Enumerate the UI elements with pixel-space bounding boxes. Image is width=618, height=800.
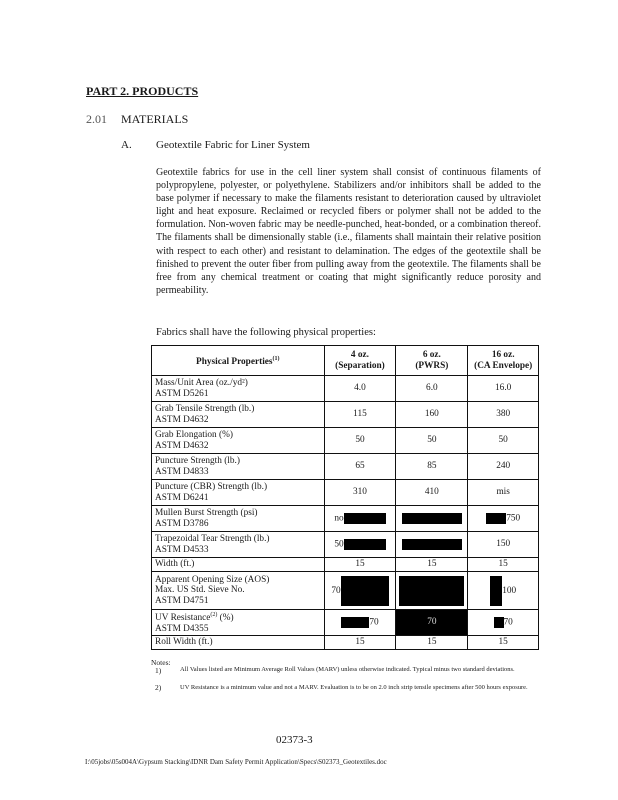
redaction-block — [399, 576, 464, 606]
header-property-label: Physical Properties — [196, 356, 273, 367]
property-label: Width (ft.) — [155, 559, 195, 570]
value-16oz — [468, 610, 539, 636]
property-label: Grab Tensile Strength (lb.) — [155, 404, 255, 414]
value-text: 100 — [502, 585, 517, 596]
property-cell — [152, 506, 325, 532]
value-6oz: 160 — [396, 402, 468, 428]
value-4oz — [324, 506, 396, 532]
value-6oz — [396, 610, 468, 636]
header-property — [152, 346, 325, 376]
value-6oz: 15 — [396, 636, 468, 650]
property-cell — [152, 428, 325, 454]
table-row — [152, 506, 539, 532]
value-6oz — [396, 506, 468, 532]
table-row — [152, 636, 539, 650]
value-16oz: 150 — [468, 532, 539, 558]
value-4oz: 50 — [324, 428, 396, 454]
physical-properties-table — [151, 345, 539, 650]
table-row — [152, 558, 539, 572]
table-row — [152, 610, 539, 636]
value-4oz — [324, 532, 396, 558]
part-heading: PART 2. PRODUCTS — [86, 84, 199, 98]
property-label: Grab Elongation (%) — [155, 430, 233, 440]
property-cell — [152, 636, 325, 650]
property-cell — [152, 572, 325, 610]
value-text: no — [334, 513, 344, 524]
redaction-block — [486, 513, 506, 524]
notes-label: Notes: — [151, 658, 171, 667]
header-6oz — [396, 346, 468, 376]
page-number: 02373-3 — [276, 734, 313, 746]
value-4oz: 4.0 — [324, 376, 396, 402]
value-6oz — [396, 572, 468, 610]
value-text: 70 — [369, 617, 379, 628]
property-method: ASTM D4833 — [155, 466, 209, 477]
value-6oz — [396, 532, 468, 558]
property-label: Puncture Strength (lb.) — [155, 456, 240, 466]
value-4oz — [324, 610, 396, 636]
value-6oz: 85 — [396, 454, 468, 480]
header-4oz-use: (Separation) — [335, 360, 385, 371]
property-label-unit: (%) — [217, 613, 234, 624]
redaction-block — [344, 513, 386, 524]
value-16oz: 16.0 — [468, 376, 539, 402]
table-row — [152, 376, 539, 402]
value-16oz — [468, 506, 539, 532]
file-path: I:\05jobs\05s004A\Gypsum Stacking\IDNR Dam Safety Permit Application\Specs\S02373_Geotextiles.doc — [85, 758, 387, 766]
value-16oz: 50 — [468, 428, 539, 454]
header-4oz-weight: 4 oz. — [350, 350, 369, 360]
table-row — [152, 532, 539, 558]
header-4oz — [324, 346, 396, 376]
value-text: 70 — [331, 585, 341, 596]
value-16oz: mis — [468, 480, 539, 506]
redaction-block — [494, 617, 504, 628]
property-label — [155, 610, 321, 624]
property-method: ASTM D3786 — [155, 518, 209, 529]
table-intro: Fabrics shall have the following physical properties: — [156, 327, 376, 338]
header-property-note: (1) — [272, 355, 280, 362]
item-letter: A. — [121, 139, 132, 151]
table-row — [152, 454, 539, 480]
property-label-line2: Max. US Std. Sieve No. — [155, 585, 245, 596]
table-row — [152, 402, 539, 428]
redaction-block — [490, 576, 502, 606]
property-cell — [152, 454, 325, 480]
redaction-block — [402, 513, 462, 524]
property-method: ASTM D4632 — [155, 414, 209, 425]
note-2-text: UV Resistance is a minimum value and not a MARV. Evaluation is to be on 2.0 inch strip tensile specimens after 500 hours exposure. — [180, 684, 528, 691]
value-4oz: 65 — [324, 454, 396, 480]
property-label: Puncture (CBR) Strength (lb.) — [155, 482, 268, 492]
value-text: 50 — [334, 539, 344, 550]
header-16oz-weight: 16 oz. — [491, 350, 515, 360]
section-title: MATERIALS — [121, 112, 189, 126]
property-note-mark: (2) — [210, 612, 218, 619]
note-1-mark: 1) — [155, 666, 162, 675]
property-cell — [152, 532, 325, 558]
redaction-block — [402, 539, 462, 550]
property-label: Apparent Opening Size (AOS) — [155, 574, 270, 585]
property-cell — [152, 480, 325, 506]
value-4oz: 115 — [324, 402, 396, 428]
value-4oz: 15 — [324, 558, 396, 572]
header-6oz-weight: 6 oz. — [422, 350, 441, 360]
property-label-text: UV Resistance — [155, 613, 211, 624]
value-4oz — [324, 572, 396, 610]
property-method: ASTM D4355 — [155, 624, 209, 635]
header-6oz-use: (PWRS) — [415, 360, 449, 371]
table-header-row — [152, 346, 539, 376]
value-text: 750 — [506, 513, 521, 524]
body-paragraph: Geotextile fabrics for use in the cell liner system shall consist of continuous filaments of polypropylene, polyester, or polyethylene. Stabilizers and/or inhibitors shall be added to the base polymer if necessary to make the filaments resistant to deterioration caused by ultraviolet light and heat exposure. Reclaimed or recycled fibers or polymer shall not be added to the formulation. Non-woven fabric may be needle-punched, heat-bonded, or a combination thereof. The filaments shall be dimensionally stable (i.e., filaments shall maintain their relative position with respect to each other) and resistant to delamination. The edges of the geotextile shall be finished to prevent the outer fiber from pulling away from the geotextile. The filaments shall be free from any chemical treatment or coating that might significantly reduce porosity and permeability. — [156, 167, 541, 296]
table-row — [152, 572, 539, 610]
value-6oz: 15 — [396, 558, 468, 572]
item-title: Geotextile Fabric for Liner System — [156, 139, 310, 151]
section-number: 2.01 — [86, 112, 107, 126]
redaction-block — [344, 539, 386, 550]
value-16oz: 380 — [468, 402, 539, 428]
property-cell — [152, 558, 325, 572]
property-method: ASTM D4533 — [155, 544, 209, 555]
property-label: Trapezoidal Tear Strength (lb.) — [155, 534, 270, 544]
value-text: 70 — [427, 617, 437, 628]
value-16oz: 15 — [468, 636, 539, 650]
value-4oz: 310 — [324, 480, 396, 506]
value-16oz — [468, 572, 539, 610]
property-cell — [152, 376, 325, 402]
property-method: ASTM D5261 — [155, 388, 209, 399]
redaction-block — [341, 576, 389, 606]
value-text: 70 — [503, 617, 513, 628]
header-16oz — [468, 346, 539, 376]
property-method: ASTM D4632 — [155, 440, 209, 451]
value-16oz: 240 — [468, 454, 539, 480]
redaction-block — [341, 617, 369, 628]
table-row — [152, 480, 539, 506]
property-method: ASTM D6241 — [155, 492, 209, 503]
property-label: Roll Width (ft.) — [155, 637, 213, 648]
value-6oz: 50 — [396, 428, 468, 454]
header-16oz-use: (CA Envelope) — [474, 360, 533, 371]
note-1-text: All Values listed are Minimum Average Roll Values (MARV) unless otherwise indicated. Typical minus two standard deviations. — [180, 666, 515, 673]
value-6oz: 6.0 — [396, 376, 468, 402]
property-method: ASTM D4751 — [155, 595, 209, 606]
value-6oz: 410 — [396, 480, 468, 506]
property-cell — [152, 610, 325, 636]
value-16oz: 15 — [468, 558, 539, 572]
property-cell — [152, 402, 325, 428]
table-row — [152, 428, 539, 454]
property-label: Mass/Unit Area (oz./yd²) — [155, 378, 248, 388]
property-label: Mullen Burst Strength (psi) — [155, 508, 258, 518]
value-4oz: 15 — [324, 636, 396, 650]
note-2-mark: 2) — [155, 683, 162, 692]
